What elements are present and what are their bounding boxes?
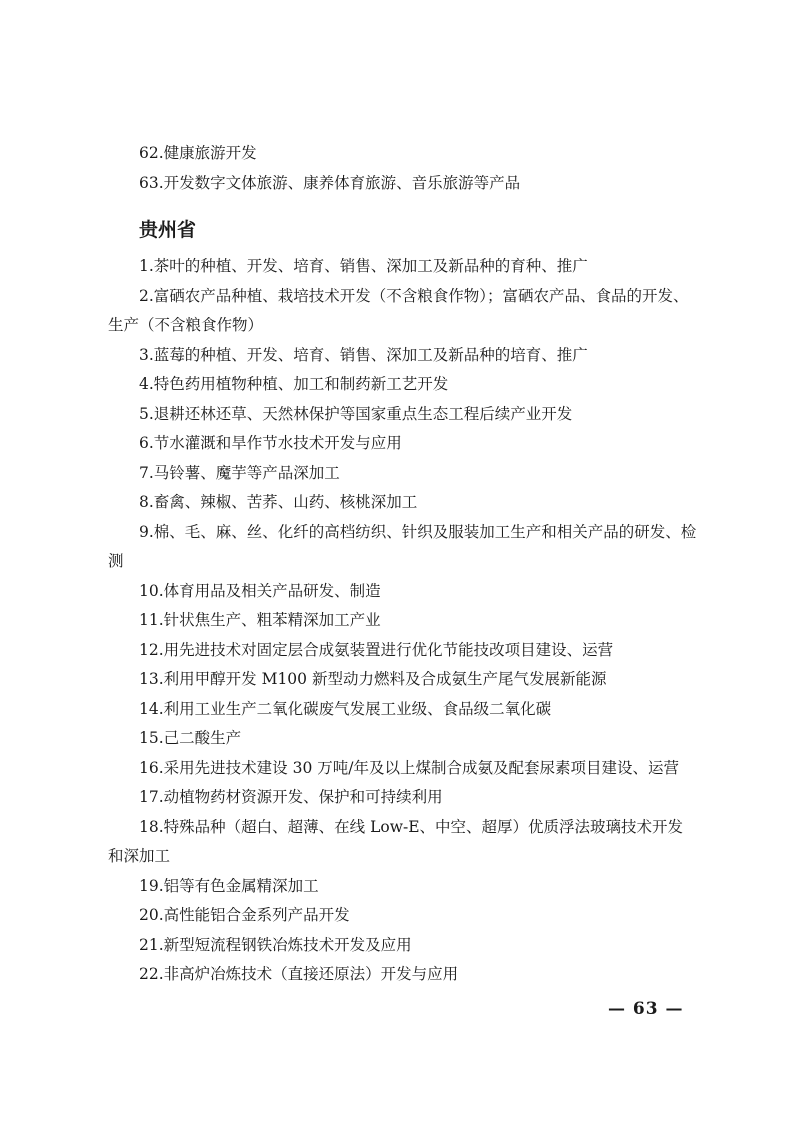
list-item: 16.采用先进技术建设 30 万吨/年及以上煤制合成氨及配套尿素项目建设、运营 xyxy=(139,758,679,777)
list-item: 8.畜禽、辣椒、苦荞、山药、核桃深加工 xyxy=(139,493,418,511)
list-item: 20.高性能铝合金系列产品开发 xyxy=(139,906,350,924)
list-item: 18.特殊品种（超白、超薄、在线 Low-E、中空、超厚）优质浮法玻璃技术开发和深加工 xyxy=(108,817,684,865)
list-item: 2.富硒农产品种植、栽培技术开发（不含粮食作物）；富硒农产品、食品的开发、生产（不含粮食作物） xyxy=(108,286,689,334)
page-content xyxy=(108,139,698,990)
list-item: 22.非高炉冶炼技术（直接还原法）开发与应用 xyxy=(139,965,459,983)
list-item: 13.利用甲醇开发 M100 新型动力燃料及合成氨生产尾气发展新能源 xyxy=(139,670,607,688)
list-item: 21.新型短流程钢铁冶炼技术开发及应用 xyxy=(139,935,412,954)
section-item-list xyxy=(108,252,698,990)
section-heading: 贵州省 xyxy=(139,219,197,241)
list-item: 4.特色药用植物种植、加工和制药新工艺开发 xyxy=(139,375,449,393)
list-item: 63.开发数字文体旅游、康养体育旅游、音乐旅游等产品 xyxy=(139,173,521,192)
list-item: 3.蓝莓的种植、开发、培育、销售、深加工及新品种的培育、推广 xyxy=(139,345,588,364)
list-item: 19.铝等有色金属精深加工 xyxy=(139,876,319,895)
list-item: 11.针状焦生产、粗苯精深加工产业 xyxy=(139,611,381,629)
list-item: 5.退耕还林还草、天然林保护等国家重点生态工程后续产业开发 xyxy=(139,404,573,423)
previous-section-list xyxy=(108,139,698,198)
list-item: 15.己二酸生产 xyxy=(139,729,242,747)
list-item: 17.动植物药材资源开发、保护和可持续利用 xyxy=(139,788,443,806)
list-item: 12.用先进技术对固定层合成氨装置进行优化节能技改项目建设、运营 xyxy=(139,640,614,659)
list-item: 10.体育用品及相关产品研发、制造 xyxy=(139,581,381,600)
list-item: 7.马铃薯、魔芋等产品深加工 xyxy=(139,463,340,482)
list-item: 6.节水灌溉和旱作节水技术开发与应用 xyxy=(139,434,402,452)
page-number: — 63 — xyxy=(608,999,684,1019)
list-item: 62.健康旅游开发 xyxy=(139,144,257,162)
list-item: 1.茶叶的种植、开发、培育、销售、深加工及新品种的育种、推广 xyxy=(139,257,588,275)
list-item: 14.利用工业生产二氧化碳废气发展工业级、食品级二氧化碳 xyxy=(139,699,552,718)
list-item: 9.棉、毛、麻、丝、化纤的高档纺织、针织及服装加工生产和相关产品的研发、检测 xyxy=(108,522,697,570)
